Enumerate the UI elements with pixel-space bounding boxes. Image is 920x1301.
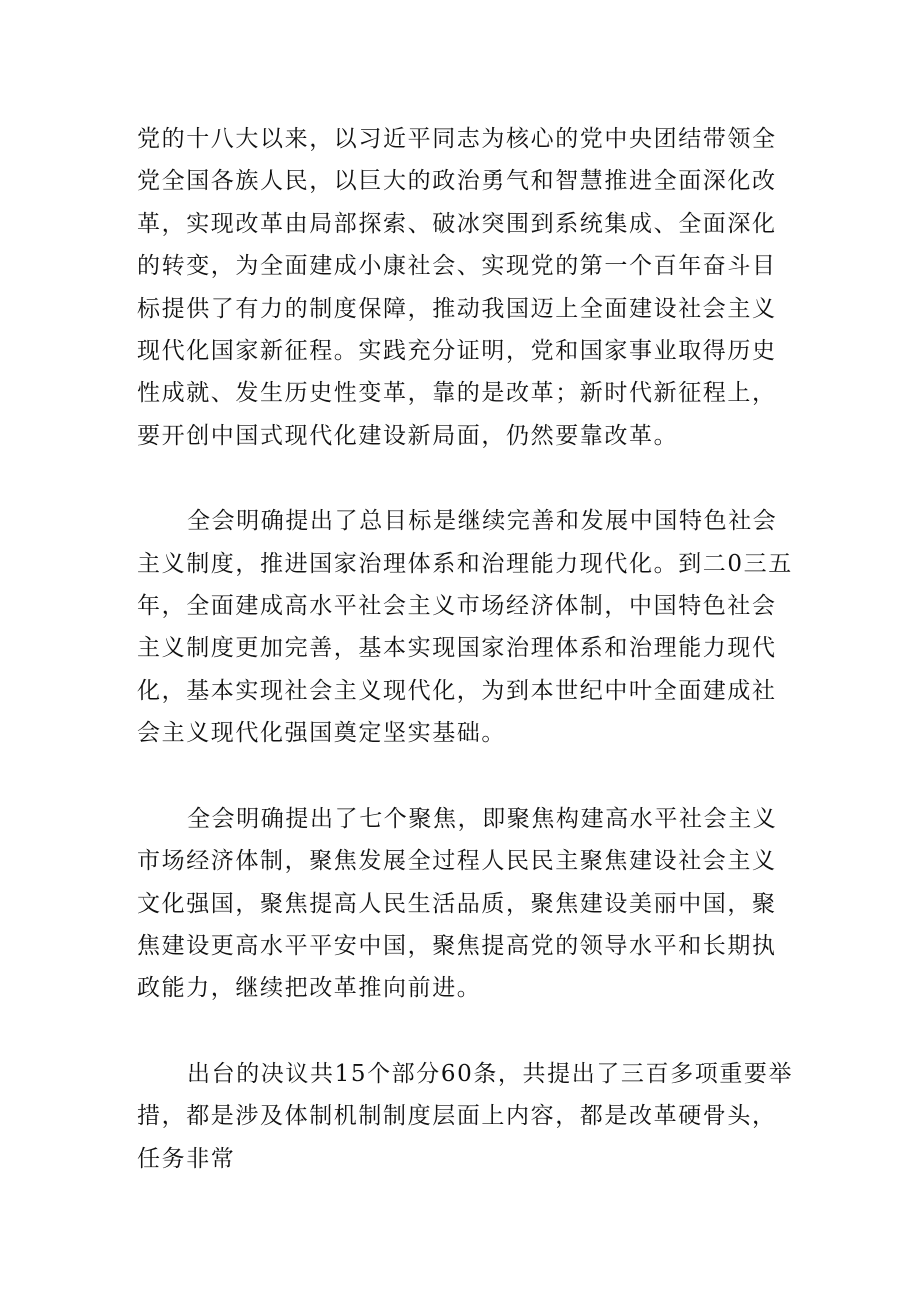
paragraph-2: 全会明确提出了总目标是继续完善和发展中国特色社会主义制度，推进国家治理体系和治理能力现代化。到二0三五年，全面建成高水平社会主义市场经济体制，中国特色社会主义制度更加完善，基本实现国家治理体系和治理能力现代化，基本实现社会主义现代化，为到本世纪中叶全面建成社会主义现代化强国奠定坚实基础。	[137, 508, 793, 747]
document-body	[137, 118, 797, 1180]
paragraph-1: 党的十八大以来，以习近平同志为核心的党中央团结带领全党全国各族人民，以巨大的政治勇气和智慧推进全面深化改革，实现改革由局部探索、破冰突围到系统集成、全面深化的转变，为全面建成小康社会、实现党的第一个百年奋斗目标提供了有力的制度保障，推动我国迈上全面建设社会主义现代化国家新征程。实践充分证明，党和国家事业取得历史性成就、发生历史性变革，靠的是改革；新时代新征程上，要开创中国式现代化建设新局面，仍然要靠改革。	[137, 126, 777, 449]
paragraph-spacer	[137, 1010, 797, 1053]
paragraph-spacer	[137, 755, 797, 798]
paragraph-4: 出台的决议共15个部分60条，共提出了三百多项重要举措，都是涉及体制机制制度层面上内容，都是改革硬骨头，任务非常	[137, 1060, 794, 1172]
paragraph-3: 全会明确提出了七个聚焦，即聚焦构建高水平社会主义市场经济体制，聚焦发展全过程人民民主聚焦建设社会主义文化强国，聚焦提高人民生活品质，聚焦建设美丽中国，聚焦建设更高水平平安中国，聚焦提高党的领导水平和长期执政能力，继续把改革推向前进。	[137, 805, 778, 1002]
paragraph-spacer	[137, 457, 797, 500]
